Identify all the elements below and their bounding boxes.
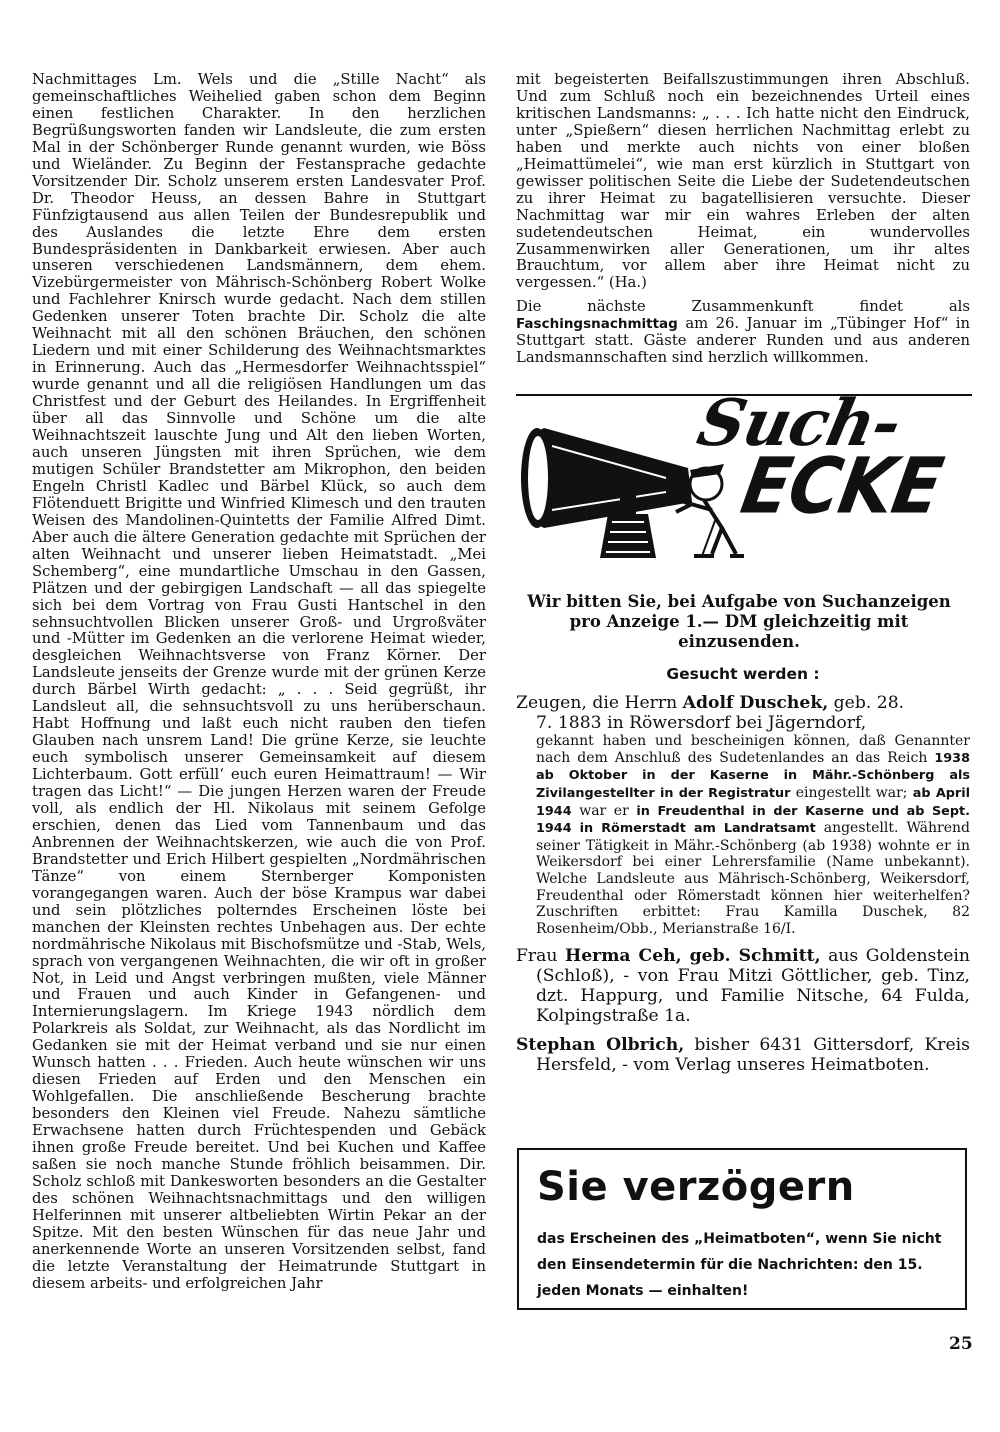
box-title: Sie verzögern [537,1164,855,1210]
such-ecke-graphic [516,386,972,566]
ad-fee-notice: Wir bitten Sie, bei Aufgabe von Suchanzeigen pro Anzeige 1.— DM gleichzeitig mit einzusenden. [527,592,951,652]
box-deadline: den 15. jeden Monats [537,1257,923,1299]
entry-body-bold: in Freudenthal in der Kaserne und ab Sept. 1944 in Römerstadt am Landratsamt [536,803,970,837]
person-name: Stephan Olbrich, [516,1035,685,1056]
entry-body [516,733,970,937]
such-script-word: Such- [691,386,907,462]
box-text-a: das Erscheinen des „Heimatboten“, wenn Sie nicht den Einsendetermin für die Nachrichten: [537,1231,942,1273]
next-meeting-text-a: Die nächste Zusammenkunft findet als [516,298,970,316]
entry-text: bisher 6431 Gittersdorf, Kreis Hersfeld, - vom Verlag unseres Heimatboten. [536,1035,970,1076]
entry-body-text: war er [571,802,637,819]
search-entry-duschek [516,693,970,937]
entry-body-text: gekannt haben und bescheinigen können, daß Genannter nach dem Anschluß des Sudetenlandes an das Reich [536,733,970,766]
ecke-block-word: ECKE [735,441,949,532]
entry-body-text: angestellt. Während seiner Tätigkeit in Mähr.-Schönberg (ab 1938) wohnte er in Weikersdorf bei einer Lehrersfamilie (Name unbekannt). Welche Landsleute aus Mährisch-Schönberg, Weikersdorf, Freudenthal oder Römerstadt können hier weiterhelfen? Zuschriften erbittet: Frau Kamilla Duschek, 82 Rosenheim/Obb., Merianstraße 16/I. [536,820,970,937]
person-name: Herma Ceh, geb. Schmitt, [564,946,821,967]
search-entry-olbrich [516,1035,970,1075]
search-entry-ceh [516,946,970,1026]
entry-body-text: eingestellt war; [790,784,913,801]
next-meeting-text-b: am 26. Januar im „Tübinger Hof“ in Stuttgart statt. Gäste anderer Runden und aus anderen Landsmannschaften sind herzlich willkommen. [516,315,970,367]
person-name: Adolf Duschek, [682,693,829,714]
entry-head [516,693,970,713]
article-conclusion-paragraph: mit begeisterten Beifallszustimmungen ihren Abschluß. Und zum Schluß noch ein bezeichnendes Urteil eines kritischen Landsmanns: „ . . . Ich hatte nicht den Eindruck, unter „Spießern“ diesen herrlichen Nachmittag erlebt zu haben und merkte auch nichts von einer bloßen „Heimattümelei“, wie man erst kürzlich in Stuttgart von gewisser politischen Seite die Liebe der Sudetendeutschen zu ihrer Heimat zu bagatellisieren versuchte. Dieser Nachmittag war mir ein wahres Erleben der alten sudetendeutschen Heimat, ein wundervolles Zusammenwirken aller Generationen, um ihr altes Brauchtum, vor allem aber ihre Heimat nicht zu vergessen.“ (Ha.) [516,71,970,292]
deadline-notice-box [517,1148,967,1310]
entry-text: aus Goldenstein (Schloß), - von Frau Mitzi Göttlicher, geb. Tinz, dzt. Happurg, und Familie Nitsche, 64 Fulda, Kolpingstraße 1a. [536,946,970,1027]
entry-head-line2: 7. 1883 in Röwersdorf bei Jägerndorf, [536,713,867,734]
box-text [537,1226,957,1304]
left-column-article [32,72,486,1293]
entry-text: Frau [516,946,565,967]
box-text-b: — einhalten! [643,1283,749,1299]
page-number: 25 [949,1334,973,1354]
entry-body-bold: ab April 1944 [536,785,970,819]
fasching-label: Faschingsnachmittag [516,316,678,333]
gesucht-heading: Gesucht werden : [666,665,820,684]
next-meeting-paragraph [516,299,970,367]
entry-head-date: geb. 28. [828,693,905,714]
entry-head-text: Zeugen, die Herrn [516,693,683,714]
right-column [516,72,970,1084]
article-paragraph: Nachmittages Lm. Wels und die „Stille Nacht“ als gemeinschaftliches Weihelied gaben schon dem Beginn einen festlichen Charakter. In den herzlichen Begrüßungsworten fanden wir Landsleute, die zum ersten Mal in der Schönberger Runde genannt wurden, wie Böss und Wieländer. Zu Beginn der Festansprache gedachte Vorsitzender Dir. Scholz unserem ersten Landesvater Prof. Dr. Theodor Heuss, an dessen Bahre in Stuttgart Fünfzigtausend aus allen Teilen der Bundesrepublik und des Auslandes die letzte Ehre dem ersten Bundespräsidenten in Dankbarkeit erwiesen. Aber auch unseren verschiedenen Landsmännern, dem ehem. Vizebürgermeister von Mährisch-Schönberg Robert Wolke und Fachlehrer Knirsch wurde gedacht. Nach dem stillen Gedenken unserer Toten brachte Dir. Scholz die alte Weihnacht mit all den schönen Bräuchen, den schönen Liedern und mit einer Schilderung des Weihnachtsmarktes in Erinnerung. Auch das „Hermesdorfer Weihnachtsspiel“ wurde genannt und all die religiösen Handlungen um das Christfest und der Geburt des Heilandes. In Ergriffenheit über all das Sinnvolle und Schöne um die alte Weihnachtszeit lauschte Jung und Alt den lieben Worten, auch unseren Jüngsten mit ihren Sprüchen, wie dem mutigen Schüler Brandstetter am Mikrophon, den beiden Engeln Christl Kadlec und Bärbel Klück, so auch dem Flötenduett Brigitte und Winfried Klimesch und den trauten Weisen des Mandolinen-Quintetts der Familie Alfred Dimt. Aber auch die ältere Generation gedachte mit Sprüchen der alten Weihnacht und unserer lieben Heimatstadt. „Mei Schemberg“, eine mundartliche Umschau in den Gassen, Plätzen und der gebirgigen Landschaft — all das spiegelte sich bei dem Vortrag von Frau Gusti Hantschel in den sehnsuchtvollen Blicken unserer Groß- und Urgroßväter und -Mütter im Gedenken an die verlorene Heimat wieder, desgleichen Weihnachtsverse von Franz Körner. Der Landsleute jenseits der Grenze wurde mit der grünen Kerze durch Bärbel Wirth gedacht: „ . . . Seid gegrüßt, ihr Landsleut all, die sehnsuchtsvoll zu uns herüberschaun. Habt Hoffnung und laßt euch nicht rauben den tiefen Glauben nach unsrem Land! Die grüne Kerze, sie leuchte euch symbolisch unserer Gemeinsamkeit auf diesem Lichterbaum. Gott erfüll‘ euch euren Heimattraum! — Wir tragen das Licht!“ — Die jungen Herzen waren der Freude voll, als endlich der Hl. Nikolaus mit seinem Gefolge erschien, denen das Lied vom Tannenbaum und das Anbrennen der Weihnachtskerzen, wie auch die von Prof. Brandstetter und Erich Hilbert gespielten „Nordmährischen Tänze“ von einem Sternberger Komponisten vorangegangen waren. Auch der böse Krampus war dabei und sein plötzliches polterndes Erscheinen löste bei manchen der Kleinsten rechtes Unbehagen aus. Der echte nordmährische Nikolaus mit Bischofsmütze und -Stab, Wels, sprach von vergangenen Weihnachten, die wir oft in großer Not, in Leid und Angst verbringen mußten, viele Männer und Frauen und auch Kinder in Gefangenen- und Internierungslagern. Im Kriege 1943 nördlich dem Polarkreis als Soldat, zur Weihnacht, als das Nordlicht im Gedanken sie mit der Heimat verband und sie nur einen Wunsch hatten . . . Frieden. Auch heute wünschen wir uns diesen Frieden auf Erden und den Menschen ein Wohlgefallen. Die anschließende Bescherung brachte besonders den Kleinen viel Freude. Nahezu sämtliche Erwachsene hatten durch Früchtespenden und Gebäck ihnen große Freude bereitet. Und bei Kuchen und Kaffee saßen sie noch manche Stunde fröhlich beisammen. Dir. Scholz schloß mit Dankesworten besonders an die Gestalter des schönen Weihnachtsnachmittags und den willigen Helferinnen mit unserer altbeliebten Wirtin Pekar an der Spitze. Mit den besten Wünschen für das neue Jahr und anerkennende Worte an unseren Vorsitzenden selbst, fand die letzte Veranstaltung der Heimatrunde Stuttgart in diesem arbeits- und erfolgreichen Jahr [32,71,486,1292]
entry-body-bold: 1938 ab Oktober in der Kaserne in Mähr.-Schönberg als Zivilangestellter in der Registratur [536,750,970,801]
